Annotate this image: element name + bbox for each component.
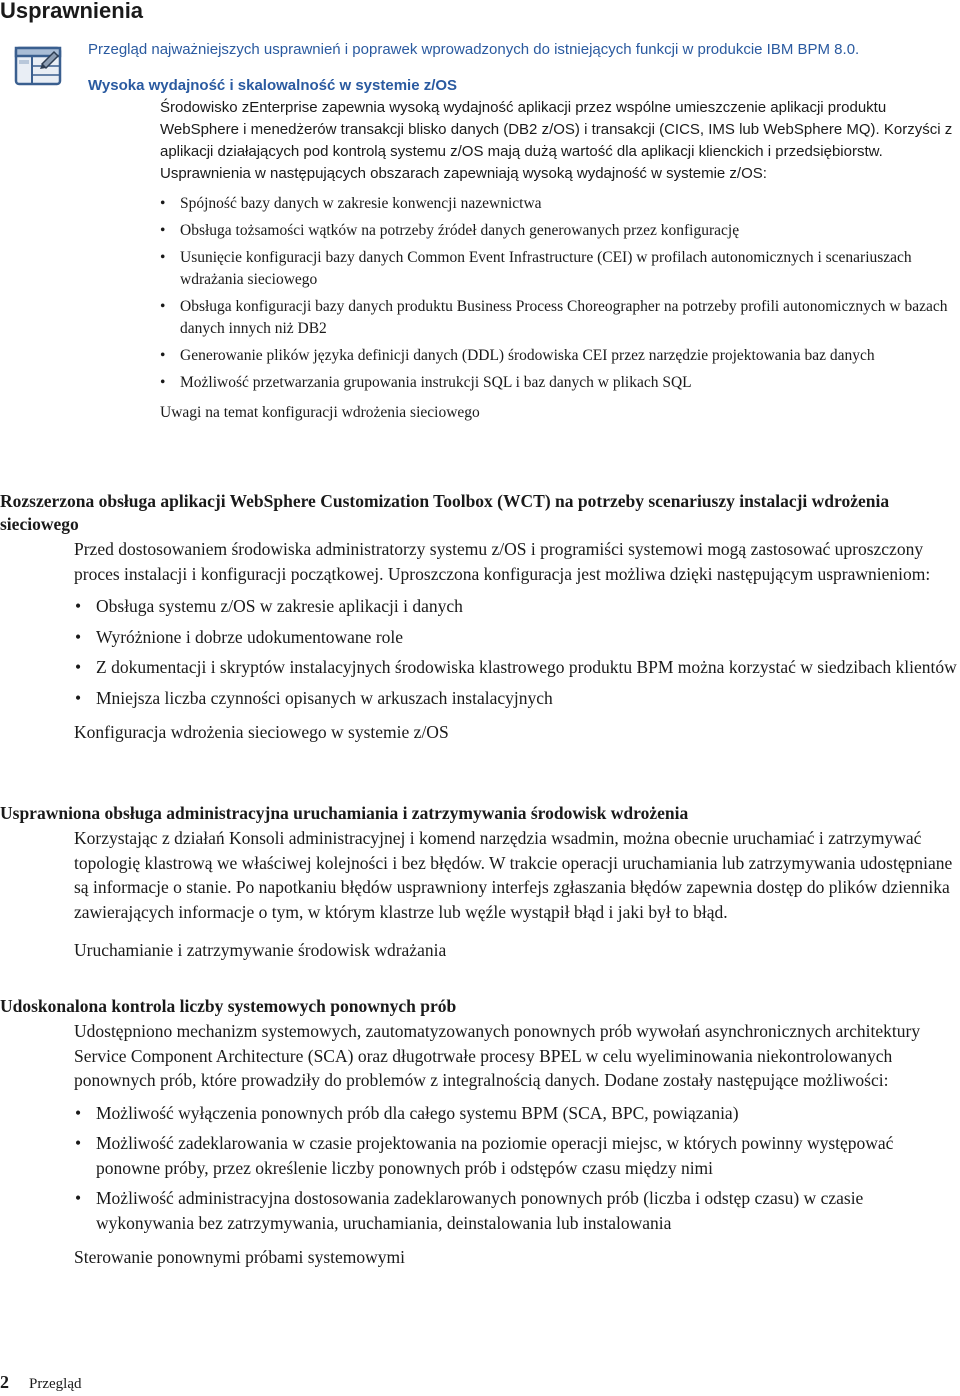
section-wct (0, 490, 960, 745)
section-paragraph: Korzystając z działań Konsoli administracyjnej i komend narzędzia wsadmin, można obecnie uruchamiać i zatrzymywać topologię klastrową we właściwej kolejności i bez błędów. W trakcie operacji uruchamiania lub zatrzymywania udostępniane są informacje o stanie. Po napotkaniu błędów usprawniony interfejs zgłaszania błędów zapewnia dostęp do plików dziennika zawierających informacje o tym, w którym klastrze lub węźle wystąpił błąd i jaki był to błąd. (74, 828, 953, 922)
list-item: • Możliwość wyłączenia ponownych prób dla całego systemu BPM (SCA, BPC, powiązania) (74, 1101, 960, 1126)
list-item: • Obsługa tożsamości wątków na potrzeby źródeł danych generowanych przez konfigurację (160, 220, 960, 242)
list-item: • Z dokumentacji i skryptów instalacyjnych środowiska klastrowego produktu BPM można korzystać w siedzibach klientów (74, 655, 960, 680)
section-heading: Wysoka wydajność i skalowalność w systemie z/OS (88, 77, 458, 94)
section-paragraph: Udostępniono mechanizm systemowych, zautomatyzowanych ponownych prób wywołań asynchronicznych architektury Service Component Architecture (SCA) oraz długotrwałe procesy BPEL w celu wyeliminowania niekontrolowanych ponownych prób, które prowadziły do problemów z integralnością danych. Dodane zostały następujące możliwości: (74, 1021, 921, 1090)
bullet-list (74, 594, 960, 710)
list-item: • Obsługa systemu z/OS w zakresie aplikacji i danych (74, 594, 960, 619)
related-topic-link[interactable]: Uwagi na temat konfiguracji wdrożenia sieciowego (160, 404, 480, 421)
section-paragraph: Przed dostosowaniem środowiska administratorzy systemu z/OS i programiści systemowi mogą zastosować uproszczony proces instalacji i konfiguracji początkowej. Uproszczona konfiguracja jest możliwa dzięki następującym usprawnieniom: (74, 539, 931, 584)
section-body (74, 1019, 960, 1270)
list-item: • Możliwość zadeklarowania w czasie projektowania na poziomie operacji miejsc, w których powinny występować ponowne próby, przez określenie liczby ponownych prób i odstępów czasu między nimi (74, 1131, 960, 1180)
list-item: • Usunięcie konfiguracji bazy danych Common Event Infrastructure (CEI) w profilach autonomicznych i scenariuszach wdrażania sieciowego (160, 247, 960, 291)
enhancements-window-icon (12, 42, 68, 90)
footer-label: Przegląd (29, 1376, 82, 1392)
list-item: • Możliwość przetwarzania grupowania instrukcji SQL i baz danych w plikach SQL (160, 372, 960, 394)
section-body (160, 97, 960, 424)
section-body (74, 537, 960, 745)
section-body (74, 826, 960, 963)
related-topic-link[interactable]: Sterowanie ponownymi próbami systemowymi (74, 1247, 406, 1267)
page-number: 2 (0, 1372, 9, 1392)
page-title: Usprawnienia (0, 0, 144, 23)
list-item: • Spójność bazy danych w zakresie konwencji nazewnictwa (160, 193, 960, 215)
section-retries (0, 995, 960, 1270)
list-item: • Możliwość administracyjna dostosowania zadeklarowanych ponownych prób (liczba i odstęp czasu) w czasie wykonywania bez zatrzymywania, uruchamiania, deinstalowania lub instalowania (74, 1186, 960, 1235)
bullet-list (160, 193, 960, 394)
section-start-stop (0, 802, 960, 963)
section-zos-performance (88, 76, 960, 424)
page-footer (0, 1372, 81, 1393)
list-item: • Generowanie plików języka definicji danych (DDL) środowiska CEI przez narzędzie projektowania baz danych (160, 345, 960, 367)
list-item: • Mniejsza liczba czynności opisanych w arkuszach instalacyjnych (74, 686, 960, 711)
list-item: • Obsługa konfiguracji bazy danych produktu Business Process Choreographer na potrzeby profili autonomicznych w bazach danych innych niż DB2 (160, 296, 960, 340)
section-heading: Udoskonalona kontrola liczby systemowych ponownych prób (0, 996, 457, 1016)
related-topic-link[interactable]: Konfiguracja wdrożenia sieciowego w systemie z/OS (74, 722, 449, 742)
related-topic-link[interactable]: Uruchamianie i zatrzymywanie środowisk wdrażania (74, 940, 447, 960)
section-paragraph: Środowisko zEnterprise zapewnia wysoką wydajność aplikacji przez wspólne umieszczenie aplikacji produktu WebSphere i menedżerów transakcji blisko danych (DB2 z/OS) i transakcji (CICS, IMS lub WebSphere MQ). Korzyści z aplikacji działających pod kontrolą systemu z/OS mają dużą wartość dla aplikacji klienckich i przedsiębiorstw. Usprawnienia w następujących obszarach zapewniają wysoką wydajność w systemie z/OS: (160, 99, 953, 182)
section-heading: Usprawniona obsługa administracyjna uruchamiania i zatrzymywania środowisk wdrożenia (0, 803, 689, 823)
bullet-list (74, 1101, 960, 1236)
section-heading: Rozszerzona obsługa aplikacji WebSphere Customization Toolbox (WCT) na potrzeby scenariuszy instalacji wdrożenia sieciowego (0, 491, 890, 534)
intro-text: Przegląd najważniejszych usprawnień i poprawek wprowadzonych do istniejących funkcji w produkcie IBM BPM 8.0. (88, 41, 860, 58)
list-item: • Wyróżnione i dobrze udokumentowane role (74, 625, 960, 650)
